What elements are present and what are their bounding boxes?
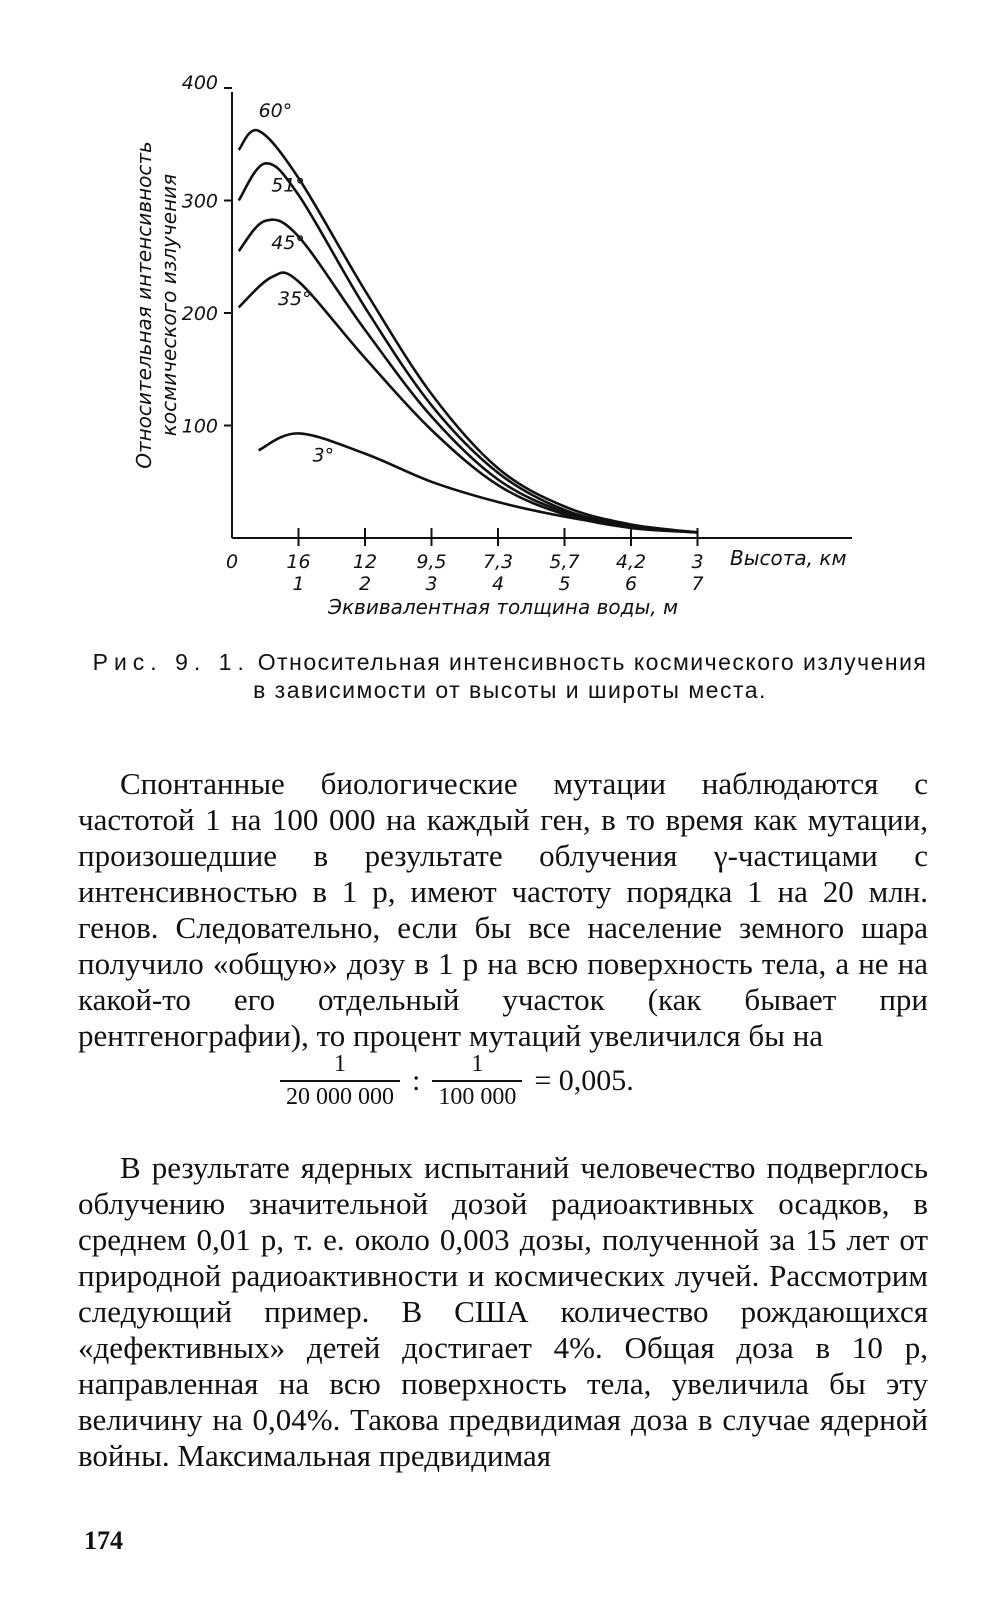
y-tick-label: 300 — [181, 190, 218, 213]
series-line-1 — [239, 163, 698, 532]
formula-result: = 0,005. — [534, 1064, 634, 1097]
fraction-1-numerator: 1 — [334, 1051, 346, 1077]
fraction-1 — [280, 1051, 400, 1111]
series-label-4: 3° — [312, 444, 335, 467]
fraction-2-denominator: 100 000 — [432, 1080, 522, 1111]
x-tick-label-altitude: 5,7 — [549, 551, 580, 573]
y-tick-label: 200 — [181, 303, 218, 325]
x-tick-label-altitude: 16 — [286, 551, 311, 573]
paragraph-2 — [78, 1150, 928, 1474]
series-line-2 — [239, 220, 698, 533]
caption-line2: в зависимости от высоты и широты места. — [253, 677, 767, 703]
x-tick-label-water: 4 — [491, 573, 505, 595]
caption-line1: Относительная интенсивность космического излучения — [257, 649, 928, 675]
series-label-0: 60° — [258, 99, 293, 122]
x-tick-label-water: 3 — [425, 573, 438, 595]
series-line-0 — [239, 130, 698, 532]
x-tick-label-altitude: 3 — [691, 551, 704, 573]
y-tick-label: 100 — [181, 415, 218, 438]
fraction-1-denominator: 20 000 000 — [280, 1080, 400, 1111]
paragraph-1-text: Спонтанные биологические мутации наблюдаются с частотой 1 на 100 000 на каждый ген, в то время как мутации, произошедшие в результате облучения γ-частицами с интенсивностью в 1 р, имеют частоту порядка 1 на 20 млн. генов. Следовательно, если бы все население земного шара получило «общую» дозу в 1 р на всю поверхность тела, а не на какой-то его отдельный участок (как бывает при рентгенографии), то процент мутаций увеличился бы на — [78, 766, 928, 1053]
x-tick-label-water: 5 — [558, 573, 571, 595]
x-axis-label-altitude: Высота, км — [730, 546, 847, 570]
x-tick-label-altitude: 7,3 — [482, 551, 514, 573]
y-tick-label: 400 — [181, 72, 218, 94]
paragraph-1 — [78, 766, 928, 1054]
x-tick-label-water: 6 — [624, 573, 638, 595]
paragraph-2-text: В результате ядерных испытаний человечество подверглось облучению значительной дозой радиоактивных осадков, в среднем 0,01 р, т. е. около 0,003 дозы, полученной за 15 лет от природной радиоактивности и космических лучей. Рассмотрим следующий пример. В США количество рождающихся «дефективных» детей достигает 4%. Общая доза в 10 р, направленная на всю поверхность тела, увеличила бы эту величину на 0,04%. Такова предвидимая доза в случае ядерной войны. Максимальная предвидимая — [78, 1150, 928, 1473]
formula-operator: : — [412, 1064, 421, 1097]
y-axis-label-line2: космического излучения — [157, 173, 181, 437]
x-tick-label-altitude: 9,5 — [416, 551, 447, 573]
x-tick-label-water: 7 — [691, 573, 704, 595]
formula — [280, 1046, 634, 1116]
fraction-2-numerator: 1 — [471, 1051, 484, 1077]
x-tick-label-altitude: 12 — [352, 551, 378, 573]
x-axis-label-water: Эквивалентная толщина воды, м — [328, 595, 679, 619]
x-tick-label-water: 1 — [292, 573, 305, 595]
series-label-3: 35° — [277, 288, 312, 310]
x-zero-label: 0 — [225, 551, 239, 573]
x-tick-label-water: 2 — [358, 573, 372, 595]
cosmic-radiation-chart — [0, 0, 1007, 640]
x-tick-label-altitude: 4,2 — [615, 551, 647, 573]
caption-lead: Рис. 9. 1. — [92, 649, 250, 675]
page-number: 174 — [84, 1526, 123, 1555]
series-label-1: 51° — [271, 174, 305, 197]
series-label-2: 45° — [271, 231, 305, 254]
figure-caption — [60, 648, 960, 704]
fraction-2 — [432, 1051, 522, 1111]
y-axis-label-line1: Относительная интенсивность — [132, 141, 156, 469]
